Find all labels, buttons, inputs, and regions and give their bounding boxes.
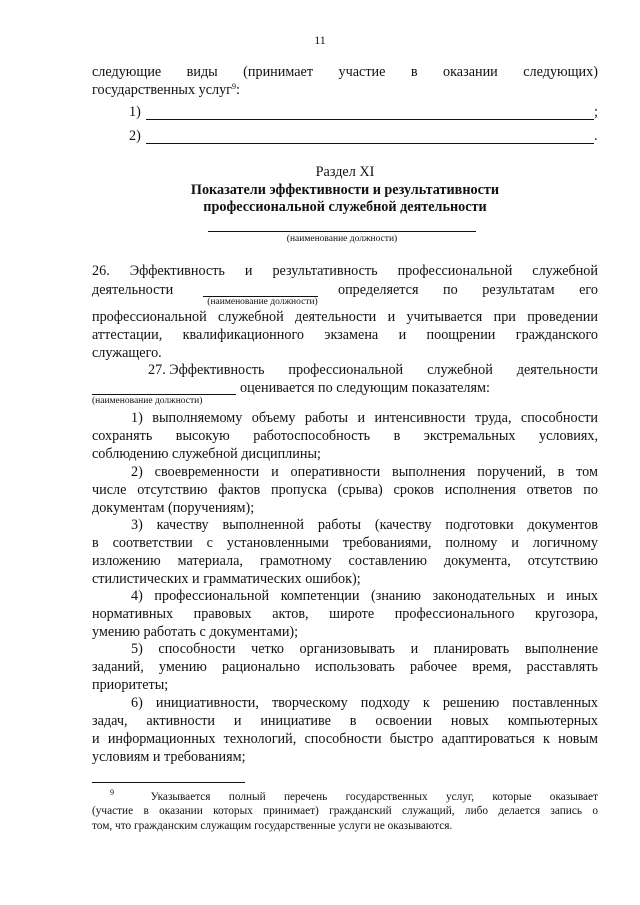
position-blank-line: [208, 218, 476, 232]
indicator-2-line-3: документам (поручениям);: [92, 500, 255, 516]
indicator-1-line-2: сохранять высокую работоспособность в экстремальных условиях,: [92, 428, 598, 444]
indicator-4-line-3: умению работать с документами);: [92, 624, 299, 640]
indicator-4-line-1: 4) профессиональной компетенции (знанию законодательных и иных: [131, 588, 598, 604]
blank-fill-line: [146, 103, 594, 120]
position-caption: (наименование должности): [207, 297, 318, 307]
indicator-4-line-2: нормативных правовых актов, широте профессионального кругозора,: [92, 606, 598, 622]
position-blank-line: [92, 379, 236, 395]
p26-line-3: профессиональной служебной деятельности и учитывается при проведении: [92, 309, 598, 325]
footnote-mark: 9: [110, 788, 114, 797]
footnote-line-2: (участие в оказании которых принимает) гражданский служащий, либо делается запись о: [92, 805, 598, 818]
indicator-3-line-1: 3) качеству выполненной работы (качеству подготовки документов: [131, 517, 598, 533]
position-caption: (наименование должности): [92, 396, 203, 406]
indicator-1-line-1: 1) выполняемому объему работы и интенсивности труда, способности: [131, 410, 598, 426]
indicator-3-line-2: в соответствии с установленными требованиями, полному и логичному: [92, 535, 598, 551]
footnote-reference: 9: [231, 82, 236, 91]
indicator-6-line-3: и информационных технологий, способности быстро адаптироваться к новым: [92, 731, 598, 747]
p26-line-1: 26. Эффективность и результативность профессиональной служебной: [92, 263, 598, 279]
p26-line-5: служащего.: [92, 345, 162, 361]
blank-fill-line: [146, 127, 594, 144]
intro-line-1: следующие виды (принимает участие в оказании следующих): [92, 64, 598, 80]
indicator-5-line-1: 5) способности четко организовывать и планировать выполнение: [131, 641, 598, 657]
intro-line-2: государственных услуг$^9$:: [92, 82, 240, 98]
indicator-6-line-1: 6) инициативности, творческому подходу к решению поставленных: [131, 695, 598, 711]
page-number: 11: [314, 33, 326, 47]
p26-line-4: аттестации, квалификационного экзамена и поощрении гражданского: [92, 327, 598, 343]
position-blank-line: [203, 282, 318, 297]
blank-item-end: .: [594, 128, 598, 144]
p26-line-2-start: деятельности: [92, 282, 174, 298]
indicator-1-line-3: соблюдению служебной дисциплины;: [92, 446, 321, 462]
blank-item-number: 1): [129, 104, 141, 120]
p27-line-1: 27. Эффективность профессиональной служебной деятельности: [148, 362, 598, 378]
indicator-2-line-2: числе отсутствию фактов пропуска (срыва) сроков исполнения ответов по: [92, 482, 598, 498]
footnote-line-3: том, что гражданским служащим государственные услуги не оказываются.: [92, 819, 453, 832]
blank-item-number: 2): [129, 128, 141, 144]
indicator-3-line-4: стилистических и грамматических ошибок);: [92, 571, 361, 587]
section-title-line-1: Показатели эффективности и результативности: [190, 182, 500, 198]
blank-item-end: ;: [594, 104, 598, 120]
indicator-6-line-2: задач, активности и инициативе в освоении новых компьютерных: [92, 713, 598, 729]
indicator-6-line-4: условиям и требованиям;: [92, 749, 246, 765]
position-caption: (наименование должности): [286, 234, 398, 244]
footnote-line-1: $^9$ Указывается полный перечень государственных услуг, которые оказывает: [110, 788, 598, 803]
footnote-separator: [92, 782, 245, 783]
p27-line-2-end: оценивается по следующим показателям:: [240, 380, 490, 396]
footnote: [92, 790, 598, 833]
indicator-3-line-3: изложению материала, грамотному составлению документа, отсутствию: [92, 553, 598, 569]
section-title-line-2: профессиональной служебной деятельности: [203, 199, 487, 215]
indicator-5-line-3: приоритеты;: [92, 677, 169, 693]
indicator-2-line-1: 2) своевременности и оперативности выполнения поручений, в том: [131, 464, 598, 480]
indicator-5-line-2: заданий, умению рационально использовать рабочее время, расставлять: [92, 659, 598, 675]
p26-line-2-end: определяется по результатам его: [338, 282, 598, 298]
section-heading: Раздел XI: [315, 164, 375, 180]
